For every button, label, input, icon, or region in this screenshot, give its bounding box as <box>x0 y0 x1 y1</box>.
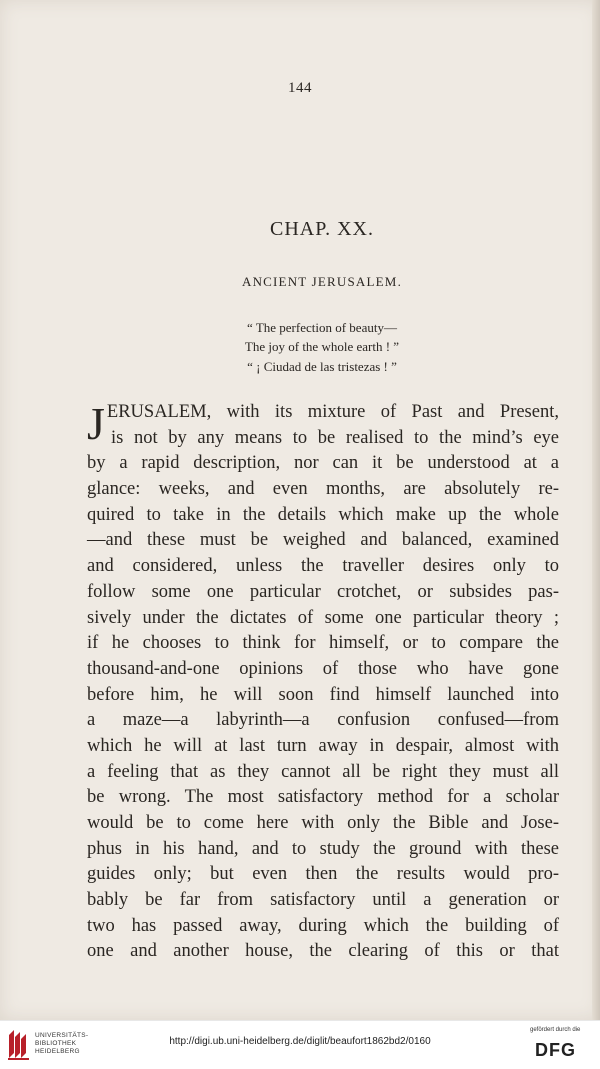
text-line: sively under the dictates of some one particular theory ; <box>87 607 559 628</box>
body-text <box>87 400 559 965</box>
text-line: phus in his hand, and to study the ground with these <box>87 838 559 859</box>
text-line: thousand-and-one opinions of those who have gone <box>87 658 559 679</box>
text-line: which he will at last turn away in despair, almost with <box>87 735 559 756</box>
funded-by-note: gefördert durch die <box>530 1027 581 1033</box>
text-line: before him, he will soon find himself launched into <box>87 684 559 705</box>
dfg-logo: DFG <box>535 1040 576 1060</box>
text-line: quired to take in the details which make up the whole <box>87 504 559 525</box>
text-line: by a rapid description, nor can it be understood at a <box>87 453 559 474</box>
text-line: if he chooses to think for himself, or to compare the <box>87 633 559 654</box>
page-number: 144 <box>288 80 312 96</box>
text-line: and considered, unless the traveller desires only to <box>87 556 559 577</box>
text-line: guides only; but even then the results would pro- <box>87 864 559 885</box>
text-line: a maze—a labyrinth—a confusion confused—from <box>87 710 559 731</box>
text-line: glance: weeks, and even months, are absolutely re- <box>87 479 559 500</box>
page-edge <box>592 0 600 1020</box>
text-line: —and these must be weighed and balanced, examined <box>87 530 559 551</box>
epigraph-line: “ The perfection of beauty— <box>247 320 397 335</box>
text-line: ERUSALEM, with its mixture of Past and Present, <box>106 402 559 422</box>
text-line: two has passed away, during which the building of <box>87 915 559 936</box>
text-line: follow some one particular crotchet, or subsides pas- <box>87 581 559 602</box>
drop-cap: J <box>87 398 105 449</box>
source-url-link[interactable]: http://digi.ub.uni-heidelberg.de/diglit/beaufort1862bd2/0160 <box>169 1036 431 1047</box>
chapter-subtitle: ANCIENT JERUSALEM. <box>241 274 403 289</box>
chapter-title: CHAP. XX. <box>269 218 375 240</box>
text-line: be wrong. The most satisfactory method for a scholar <box>87 787 559 808</box>
library-name: UNIVERSITÄTS- BIBLIOTHEK HEIDELBERG <box>35 1032 89 1055</box>
text-line: would be to come here with only the Bible and Jose- <box>87 813 559 833</box>
text-line: a feeling that as they cannot all be right they must all <box>87 761 559 782</box>
text-line: is not by any means to be realised to the mind’s eye <box>111 427 559 448</box>
text-line: bably be far from satisfactory until a generation or <box>87 890 559 911</box>
epigraph-line: “ ¡ Ciudad de las tristezas ! ” <box>247 359 397 374</box>
text-line: one and another house, the clearing of this or that <box>87 941 559 962</box>
epigraph-line: The joy of the whole earth ! ” <box>244 339 400 354</box>
